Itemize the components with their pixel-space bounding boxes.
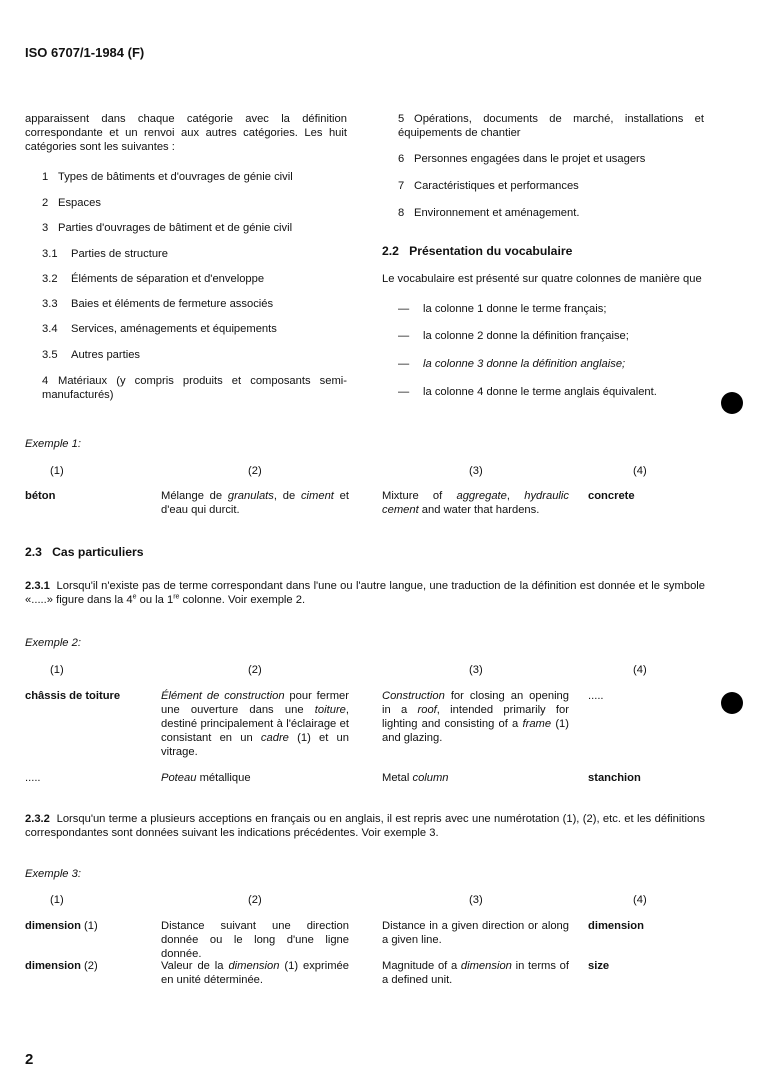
term-fr: châssis de toiture (25, 690, 121, 702)
list-item: 6 Personnes engagées dans le projet et usagers (398, 153, 646, 165)
column-header: (2) (248, 664, 262, 676)
list-item: 3.2 Éléments de séparation et d'enveloppe (42, 273, 265, 285)
section-heading-2-3: 2.3 Cas particuliers (25, 545, 144, 559)
term-fr: béton (25, 490, 56, 502)
example-2-label: Exemple 2: (25, 637, 81, 649)
column-header: (1) (50, 664, 64, 676)
section-heading-2-2: 2.2 Présentation du vocabulaire (382, 244, 573, 258)
column-header: (1) (50, 894, 64, 906)
paragraph-2-3-2: 2.3.2 Lorsqu'un terme a plusieurs acceptions en français ou en anglais, il est repris avec une numérotation (1), (2), etc. et les définitions correspondantes sont données suivant les indications précédentes. Voir exemple 3. (25, 813, 706, 839)
definition-en: Magnitude of a dimension in terms of a defined unit. (382, 960, 569, 986)
column-header: (1) (50, 465, 64, 477)
term-en: concrete (588, 490, 635, 502)
binding-hole (721, 392, 743, 414)
term-en: ..... (588, 690, 604, 702)
column-header: (3) (469, 894, 483, 906)
list-item: 7 Caractéristiques et performances (398, 180, 579, 192)
definition-fr: Élément de construction pour fermer une ouverture dans une toiture, destiné principalement à l'éclairage et consistant en un cadre (1) et un vitrage. (161, 690, 349, 758)
column-header: (2) (248, 894, 262, 906)
list-item: — la colonne 4 donne le terme anglais équivalent. (398, 386, 657, 398)
definition-fr: Mélange de granulats, de ciment et d'eau qui durcit. (161, 490, 349, 516)
column-header: (4) (633, 664, 647, 676)
list-item: 5 Opérations, documents de marché, installations et équipements de chantier (398, 113, 704, 139)
term-en: size (588, 960, 610, 972)
page-number: 2 (25, 1051, 34, 1068)
definition-en: Metal column (382, 772, 449, 784)
list-item: 1 Types de bâtiments et d'ouvrages de génie civil (42, 171, 293, 183)
list-item: — la colonne 3 donne la définition anglaise; (398, 358, 626, 370)
column-header: (4) (633, 465, 647, 477)
list-item: 3.3 Baies et éléments de fermeture associés (42, 298, 274, 310)
definition-fr: Valeur de la dimension (1) exprimée en unité déterminée. (161, 960, 349, 986)
presentation-intro: Le vocabulaire est présenté sur quatre colonnes de manière que (382, 273, 702, 285)
paragraph-2-3-1: 2.3.1 Lorsqu'il n'existe pas de terme correspondant dans l'une ou l'autre langue, une traduction de la définition est donnée et le symbole «.....» figure dans la 4e ou la 1re colonne. Voir exemple 2. (25, 580, 705, 606)
term-en: stanchion (588, 772, 641, 784)
column-header: (2) (248, 465, 262, 477)
list-item: 3.5 Autres parties (42, 349, 141, 361)
definition-en: Distance in a given direction or along a given line. (382, 920, 569, 946)
list-item: — la colonne 2 donne la définition française; (398, 330, 629, 342)
list-item: — la colonne 1 donne le terme français; (398, 303, 607, 315)
categories-intro: apparaissent dans chaque catégorie avec la définition correspondante et un renvoi aux autres catégories. Les huit catégories sont les suivantes : (25, 113, 347, 153)
term-fr: dimension (1) (25, 920, 98, 932)
example-1-label: Exemple 1: (25, 438, 81, 450)
list-item: 3.4 Services, aménagements et équipements (42, 323, 277, 335)
list-item: 2 Espaces (42, 197, 101, 209)
column-header: (4) (633, 894, 647, 906)
definition-en: Mixture of aggregate, hydraulic cement and water that hardens. (382, 490, 569, 516)
term-fr: dimension (2) (25, 960, 98, 972)
list-item: 8 Environnement et aménagement. (398, 207, 580, 219)
document-header: ISO 6707/1-1984 (F) (25, 45, 145, 60)
definition-fr: Poteau métallique (161, 772, 251, 784)
definition-en: Construction for closing an opening in a roof, intended primarily for lighting and consisting of a frame (1) and glazing. (382, 690, 569, 744)
term-fr: ..... (25, 772, 41, 784)
list-item: 3 Parties d'ouvrages de bâtiment et de génie civil (42, 222, 293, 234)
definition-fr: Distance suivant une direction donnée ou le long d'une ligne donnée. (161, 920, 349, 960)
column-header: (3) (469, 465, 483, 477)
example-3-label: Exemple 3: (25, 868, 81, 880)
list-item: 3.1 Parties de structure (42, 248, 169, 260)
list-item: 4 Matériaux (y compris produits et composants semi-manufacturés) (42, 375, 347, 401)
term-en: dimension (588, 920, 644, 932)
column-header: (3) (469, 664, 483, 676)
binding-hole (721, 692, 743, 714)
